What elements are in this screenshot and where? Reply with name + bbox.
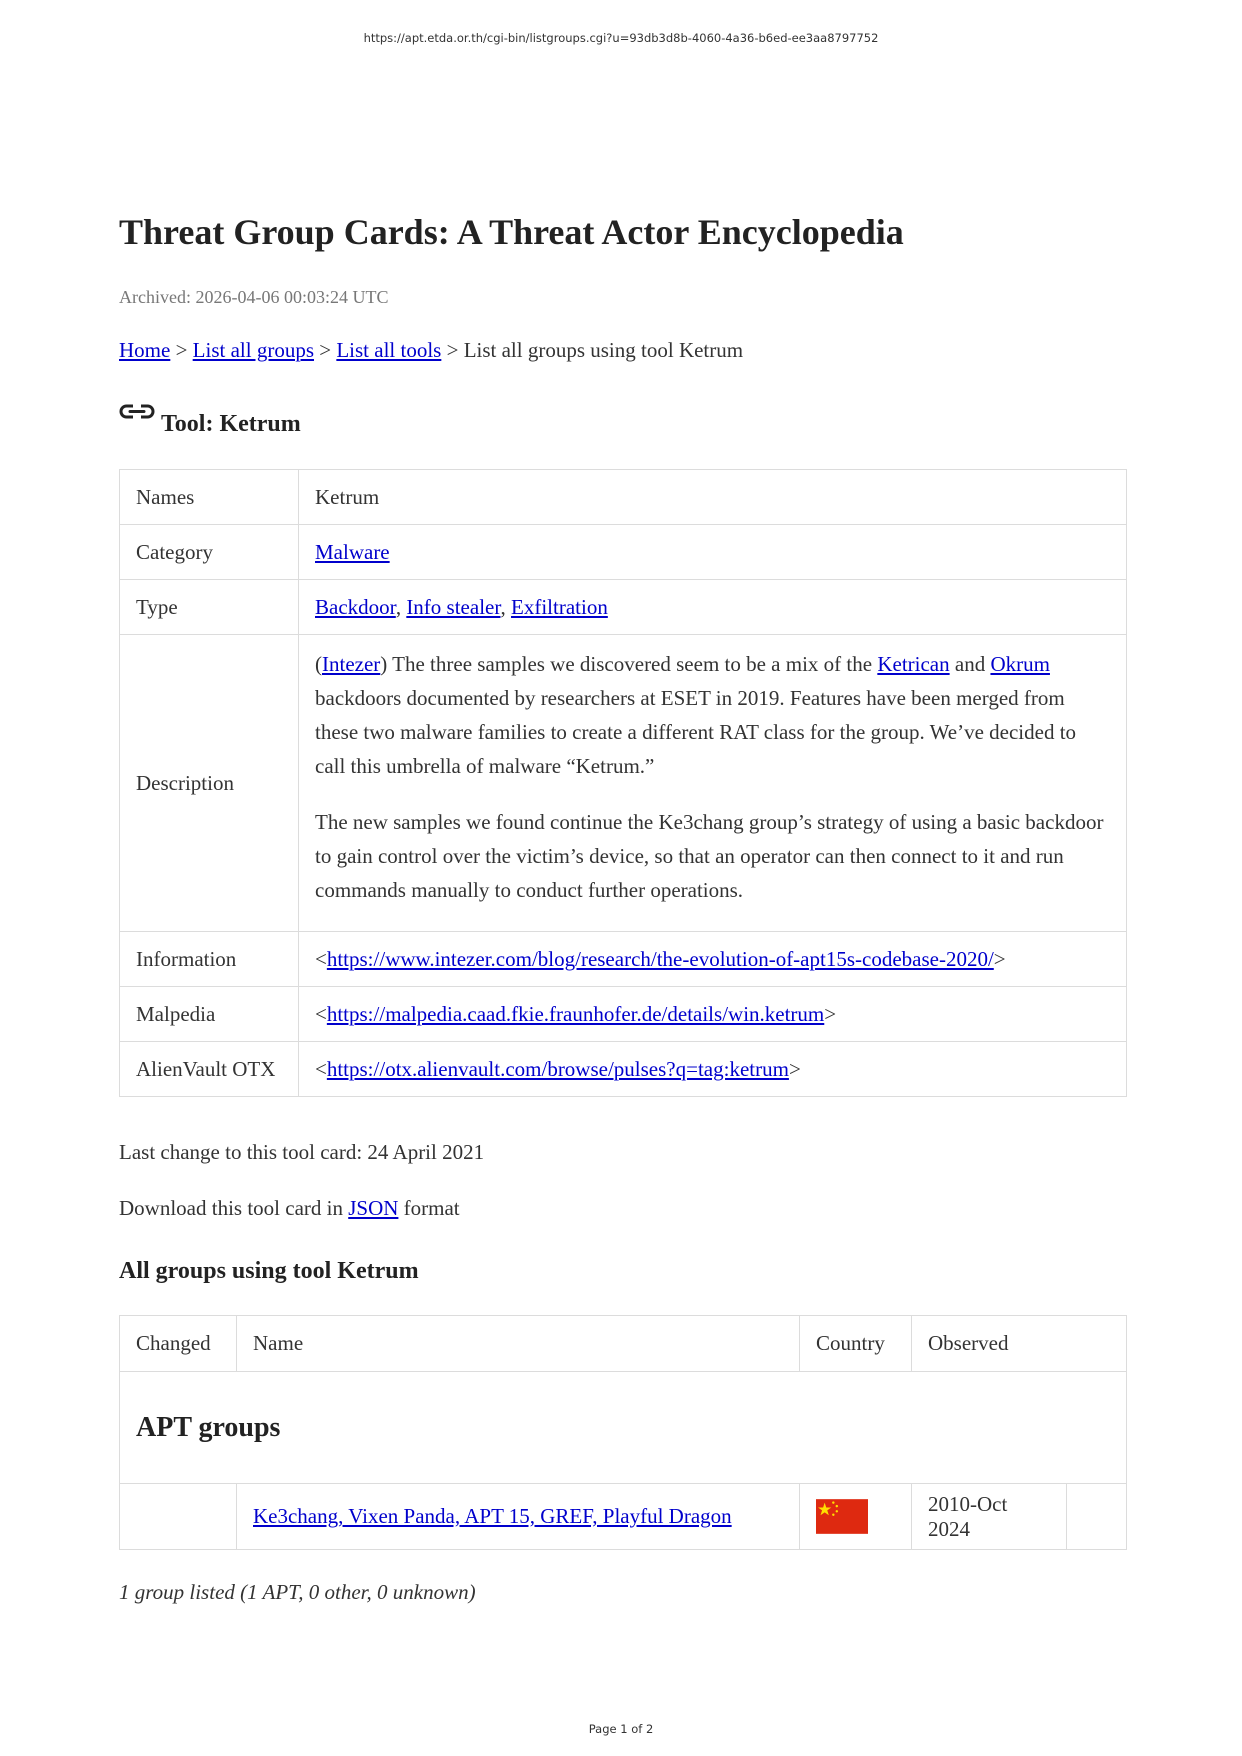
- breadcrumb-separator: >: [446, 338, 459, 362]
- malpedia-label: Malpedia: [120, 987, 299, 1042]
- names-label: Names: [120, 470, 299, 525]
- description-paren-open: (: [315, 652, 322, 676]
- breadcrumb-list-groups-link[interactable]: List all groups: [192, 338, 314, 362]
- china-flag-icon: [816, 1499, 868, 1534]
- breadcrumb: [119, 338, 743, 363]
- category-row: [120, 525, 1127, 580]
- angle-close: >: [824, 1002, 837, 1026]
- type-row: [120, 580, 1127, 635]
- apt-groups-section-row: [120, 1372, 1127, 1484]
- okrum-link[interactable]: Okrum: [990, 652, 1050, 676]
- breadcrumb-separator: >: [319, 338, 332, 362]
- alienvault-otx-url-link[interactable]: https://otx.alienvault.com/browse/pulses?q=tag:ketrum: [326, 1057, 789, 1081]
- download-text: [119, 1196, 460, 1221]
- groups-table-header: [120, 1316, 1127, 1372]
- description-label: Description: [120, 635, 299, 932]
- type-label: Type: [120, 580, 299, 635]
- groups-heading: All groups using tool Ketrum: [119, 1258, 419, 1284]
- page-title: Threat Group Cards: A Threat Actor Encyclopedia: [119, 212, 904, 252]
- tool-info-table: [119, 469, 1127, 1097]
- group-name-cell: [237, 1484, 800, 1550]
- column-header-name: Name: [237, 1316, 800, 1372]
- angle-open: <: [315, 1057, 327, 1081]
- angle-close: >: [788, 1057, 801, 1081]
- breadcrumb-list-tools-link[interactable]: List all tools: [336, 338, 442, 362]
- json-download-link[interactable]: JSON: [348, 1196, 399, 1220]
- group-summary: 1 group listed (1 APT, 0 other, 0 unknown): [119, 1580, 476, 1604]
- information-row: [120, 932, 1127, 987]
- description-row: [120, 635, 1127, 932]
- archived-timestamp: Archived: 2026-04-06 00:03:24 UTC: [119, 287, 389, 307]
- download-suffix: format: [403, 1196, 460, 1220]
- tool-heading-text: Tool: Ketrum: [161, 411, 301, 437]
- description-text: ) The three samples we discovered seem to be a mix of the: [380, 652, 873, 676]
- column-header-changed: Changed: [120, 1316, 237, 1372]
- column-header-observed: Observed: [912, 1316, 1127, 1372]
- group-changed-cell: [120, 1484, 237, 1550]
- type-backdoor-link[interactable]: Backdoor: [315, 595, 396, 619]
- group-country-cell: [800, 1484, 912, 1550]
- description-paragraph-1: [315, 647, 1110, 783]
- table-row: [120, 1484, 1127, 1550]
- last-change-text: Last change to this tool card: 24 April 2021: [119, 1140, 485, 1164]
- intezer-source-link[interactable]: Intezer: [322, 652, 381, 676]
- type-info-stealer-link[interactable]: Info stealer: [406, 595, 501, 619]
- group-name-link[interactable]: Ke3chang, Vixen Panda, APT 15, GREF, Playful Dragon: [253, 1504, 732, 1528]
- names-value: Ketrum: [299, 470, 1127, 525]
- category-label: Category: [120, 525, 299, 580]
- type-exfiltration-link[interactable]: Exfiltration: [511, 595, 608, 619]
- type-separator: ,: [395, 595, 402, 619]
- description-text: and: [954, 652, 986, 676]
- names-row: [120, 470, 1127, 525]
- malpedia-row: [120, 987, 1127, 1042]
- tool-heading: [119, 401, 301, 438]
- description-text: backdoors documented by researchers at ESET in 2019. Features have been merged from these two malware families to create a different RAT class for the group. We’ve decided to call this umbrella of malware “Ketrum.”: [315, 686, 1077, 778]
- angle-open: <: [315, 1002, 327, 1026]
- breadcrumb-separator: >: [175, 338, 188, 362]
- information-label: Information: [120, 932, 299, 987]
- alienvault-otx-label: AlienVault OTX: [120, 1042, 299, 1097]
- groups-table: [119, 1315, 1127, 1550]
- apt-groups-section-title: APT groups: [120, 1372, 1127, 1484]
- description-value: [299, 635, 1127, 932]
- breadcrumb-current: List all groups using tool Ketrum: [463, 338, 744, 362]
- type-separator: ,: [500, 595, 506, 619]
- link-icon: [119, 401, 155, 425]
- category-malware-link[interactable]: Malware: [315, 540, 390, 564]
- information-url-link[interactable]: https://www.intezer.com/blog/research/the-evolution-of-apt15s-codebase-2020/: [326, 947, 994, 971]
- angle-open: <: [315, 947, 327, 971]
- download-prefix: Download this tool card in: [119, 1196, 343, 1220]
- page-footer: Page 1 of 2: [588, 1722, 654, 1736]
- breadcrumb-home-link[interactable]: Home: [119, 338, 171, 362]
- group-observed-cell: 2010-Oct 2024: [912, 1484, 1067, 1550]
- alienvault-otx-row: [120, 1042, 1127, 1097]
- description-paragraph-2: The new samples we found continue the Ke3chang group’s strategy of using a basic backdoor to gain control over the victim’s device, so that an operator can then connect to it and run commands manually to conduct further operations.: [315, 810, 1104, 902]
- page-url-header: https://apt.etda.or.th/cgi-bin/listgroups.cgi?u=93db3d8b-4060-4a36-b6ed-ee3aa8797752: [363, 31, 879, 45]
- column-header-country: Country: [800, 1316, 912, 1372]
- ketrican-link[interactable]: Ketrican: [877, 652, 950, 676]
- group-extra-cell: [1067, 1484, 1127, 1550]
- malpedia-url-link[interactable]: https://malpedia.caad.fkie.fraunhofer.de/details/win.ketrum: [326, 1002, 825, 1026]
- angle-close: >: [993, 947, 1006, 971]
